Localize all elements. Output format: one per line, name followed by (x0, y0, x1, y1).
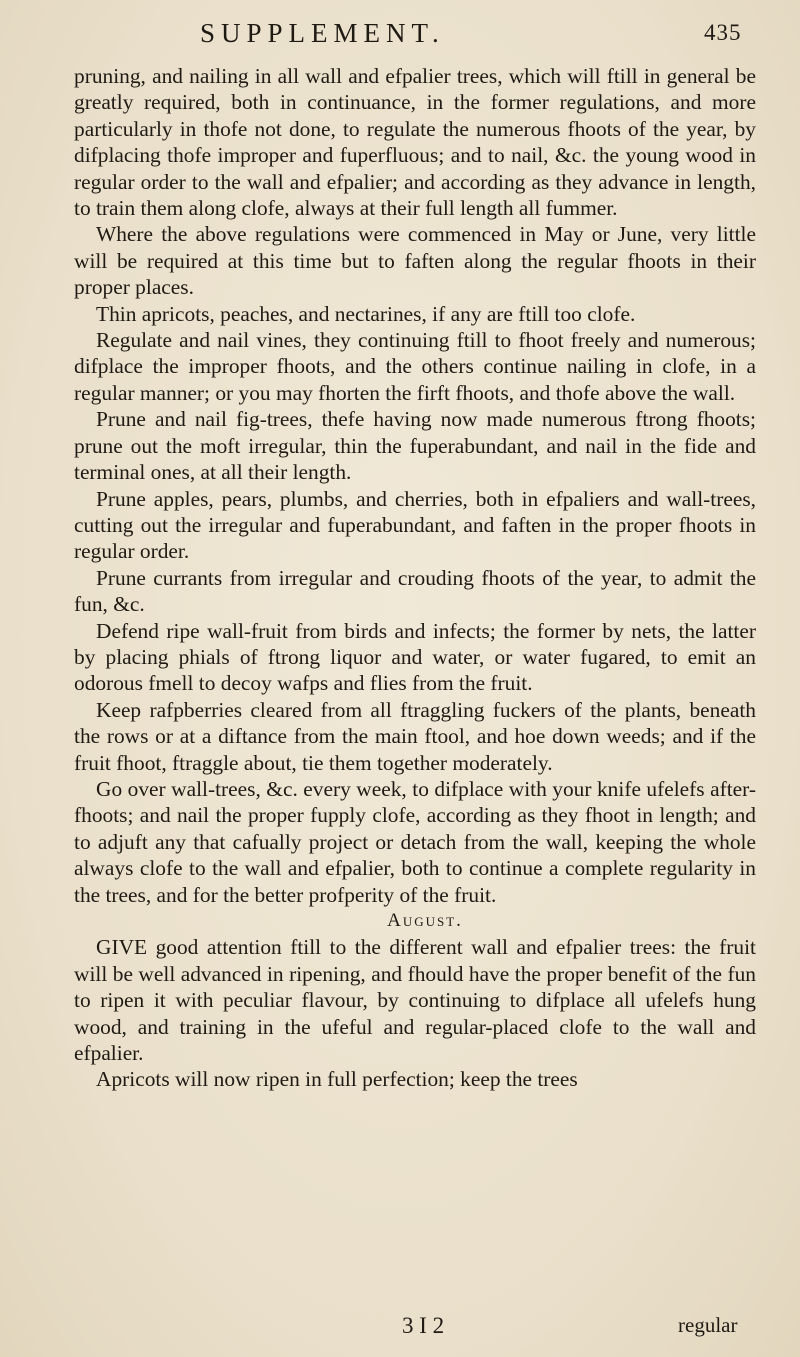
paragraph: Regulate and nail vines, they continuing ftill to fhoot freely and numerous; difplace the improper fhoots, and the others continue nailing in clofe, in a regular manner; or you may fhorten the firft fhoots, and thofe above the wall. (74, 328, 756, 405)
body-text (74, 63, 756, 1093)
paragraph: Prune and nail fig-trees, thefe having now made numerous ftrong fhoots; prune out the moft irregular, thin the fuperabundant, and nail in the fide and terminal ones, at all their length. (74, 407, 756, 485)
paragraph: Defend ripe wall-fruit from birds and infects; the former by nets, the latter by placing phials of ftrong liquor and water, or water fugared, to emit an odorous fmell to decoy wafps and flies from the fruit. (74, 618, 756, 696)
paragraph: Prune apples, pears, plumbs, and cherries, both in efpaliers and wall-trees, cutting out the irregular and fuperabundant, and faften in the proper fhoots in regular order. (74, 486, 756, 564)
page-number: 435 (704, 20, 742, 45)
running-title: SUPPLEMENT. (200, 18, 445, 48)
section-heading: August. (387, 910, 463, 931)
paragraph: Keep rafpberries cleared from all ftraggling fuckers of the plants, beneath the rows or at a diftance from the main ftool, and hoe down weeds; and if the fruit fhoot, ftraggle about, tie them together moderately. (74, 697, 756, 775)
paragraph: Where the above regulations were commenced in May or June, very little will be required at this time but to faften along the regular fhoots in their proper places. (74, 222, 756, 300)
paragraph: GIVE good attention ftill to the different wall and efpalier trees: the fruit will be well advanced in ripening, and fhould have the proper benefit of the fun to ripen it with peculiar flavour, by continuing to difplace all ufelefs hung wood, and training in the ufeful and regular-placed clofe to the wall and efpalier. (74, 935, 756, 1066)
paragraph: Go over wall-trees, &c. every week, to difplace with your knife ufelefs after-fhoots; and nail the proper fupply clofe, according as they fhoot in length; and to adjuft any that cafually project or detach from the wall, keeping the whole always clofe to the wall and efpalier, both to continue a complete regularity in the trees, and for the better profperity of the fruit. (74, 776, 756, 907)
page-header (0, 14, 800, 54)
paragraph: Thin apricots, peaches, and nectarines, if any are ftill too clofe. (96, 301, 636, 326)
catchword: regular (678, 1313, 738, 1337)
paragraph: Apricots will now ripen in full perfection; keep the trees (96, 1067, 578, 1092)
paragraph: pruning, and nailing in all wall and efpalier trees, which will ftill in general be greatly required, both in continuance, in the former regulations, and more particularly in thofe not done, to regulate the numerous fhoots of the year, by difplacing thofe improper and fuperfluous; and to nail, &c. the young wood in regular order to the wall and efpalier; and according as they advance in length, to train them along clofe, always at their full length all fummer. (74, 64, 756, 221)
signature-mark: 3 I 2 (402, 1313, 445, 1338)
page-footer (0, 1313, 800, 1343)
paragraph: Prune currants from irregular and crouding fhoots of the year, to admit the fun, &c. (74, 565, 756, 617)
